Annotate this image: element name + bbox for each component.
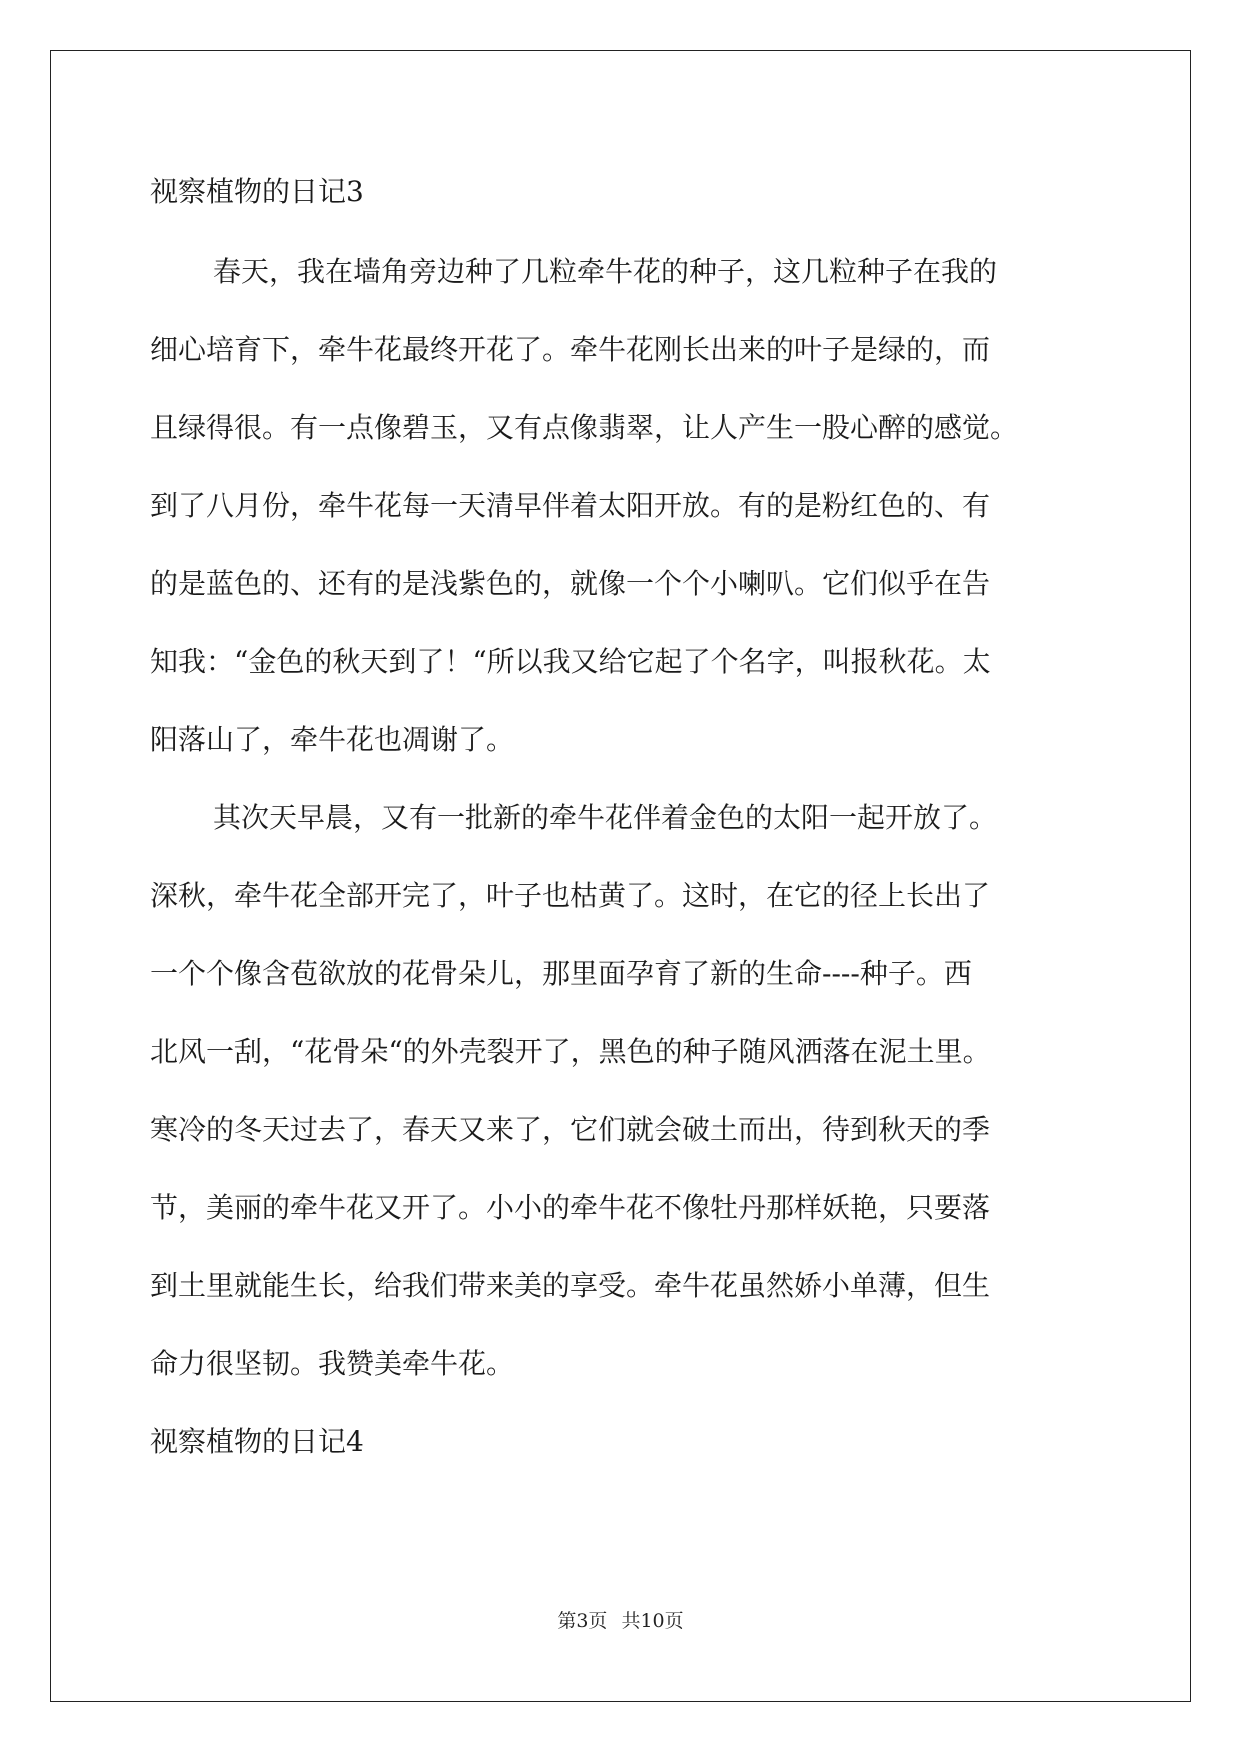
paragraph-1-line-4: 到了八月份，牵牛花每一天清早伴着太阳开放。有的是粉红色的、有 [150, 489, 991, 522]
paragraph-2-line-3: 一个个像含苞欲放的花骨朵儿，那里面孕育了新的生命----种子。西 [150, 957, 972, 990]
paragraph-1-line-7: 阳落山了，牵牛花也凋谢了。 [150, 723, 515, 756]
section-heading-3: 视察植物的日记3 [150, 175, 364, 208]
paragraph-1-line-6: 知我：“金色的秋天到了！“所以我又给它起了个名字，叫报秋花。太 [150, 645, 991, 678]
paragraph-2-line-4: 北风一刮，“花骨朵“的外壳裂开了，黑色的种子随风洒落在泥土里。 [150, 1035, 991, 1068]
paragraph-2-line-2: 深秋，牵牛花全部开完了，叶子也枯黄了。这时，在它的径上长出了 [150, 879, 991, 912]
paragraph-1-line-1: 春天，我在墙角旁边种了几粒牵牛花的种子，这几粒种子在我的 [213, 255, 998, 288]
paragraph-2-line-8: 命力很坚韧。我赞美牵牛花。 [150, 1347, 515, 1380]
page-number: 第3页 [557, 1610, 608, 1632]
page-total: 共10页 [621, 1610, 684, 1632]
paragraph-1-line-3: 且绿得很。有一点像碧玉，又有点像翡翠，让人产生一股心醉的感觉。 [150, 411, 1019, 444]
paragraph-1-line-5: 的是蓝色的、还有的是浅紫色的，就像一个个小喇叭。它们似乎在告 [150, 567, 991, 600]
paragraph-2-line-6: 节，美丽的牵牛花又开了。小小的牵牛花不像牡丹那样妖艳，只要落 [150, 1191, 991, 1224]
paragraph-2-line-5: 寒冷的冬天过去了，春天又来了，它们就会破土而出，待到秋天的季 [150, 1113, 991, 1146]
page-footer [0, 1608, 1241, 1634]
section-heading-4: 视察植物的日记4 [150, 1425, 364, 1458]
paragraph-2-line-7: 到土里就能生长，给我们带来美的享受。牵牛花虽然娇小单薄，但生 [150, 1269, 991, 1302]
paragraph-2-line-1: 其次天早晨，又有一批新的牵牛花伴着金色的太阳一起开放了。 [213, 801, 998, 834]
paragraph-1-line-2: 细心培育下，牵牛花最终开花了。牵牛花刚长出来的叶子是绿的，而 [150, 333, 991, 366]
